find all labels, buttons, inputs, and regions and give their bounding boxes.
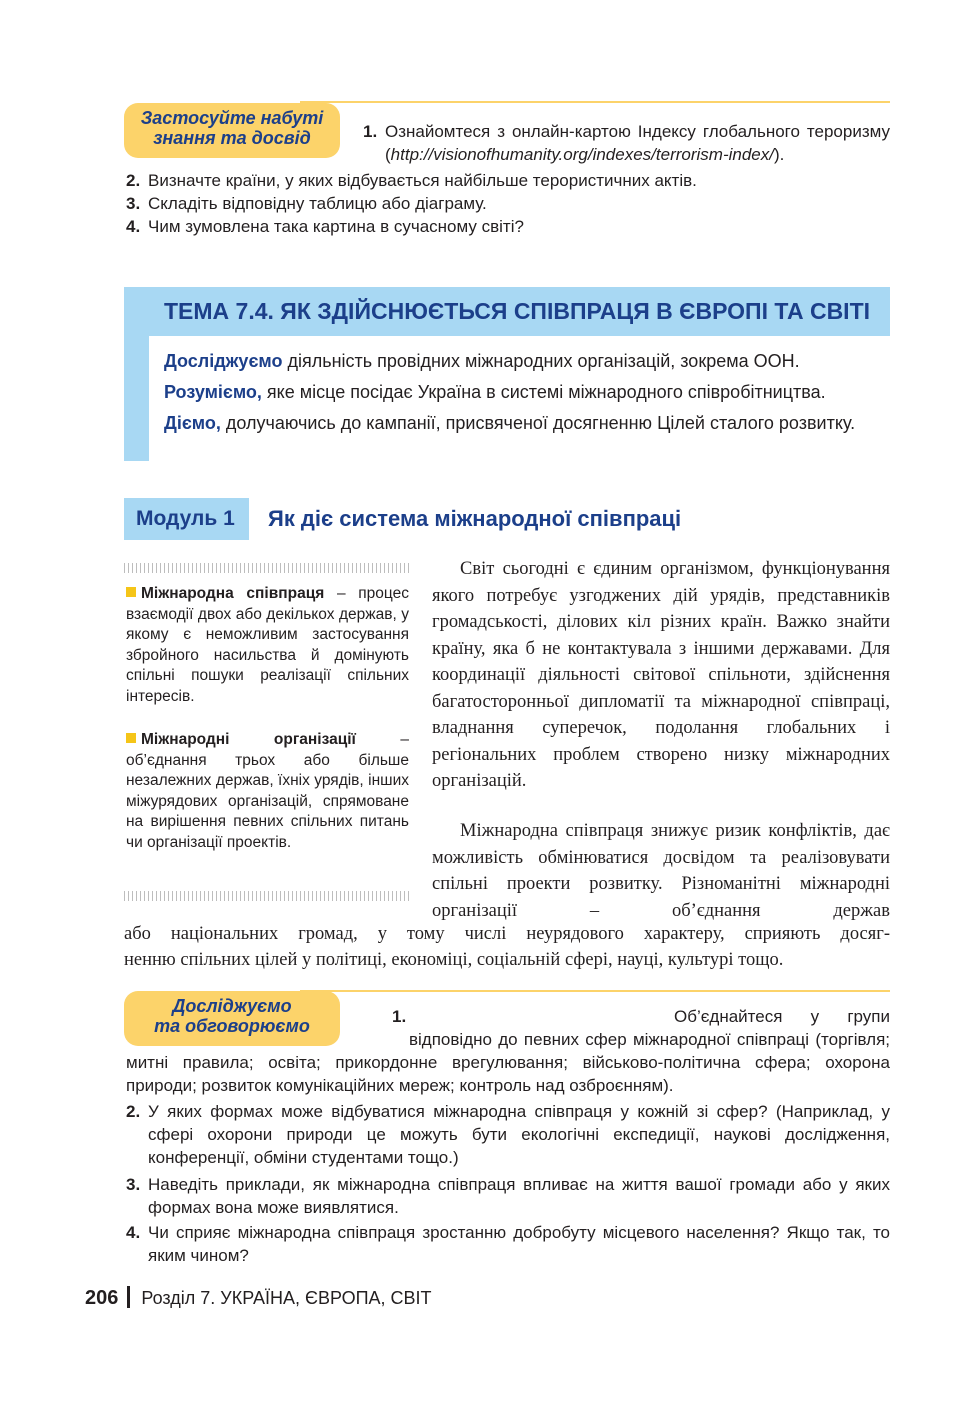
glossary-term: Міжнародна співпраця [141,585,325,602]
glossary-item-1 [126,584,409,707]
module-title: Як діє система міжнародної співпраці [268,506,682,531]
body-paragraph-2-line: або національних громад, у тому числі неурядового характеру, сприяють досяг- [124,924,890,944]
discuss-item-num: 4. [126,1223,141,1242]
goal-lead: Досліджуємо [164,351,283,371]
apply-item-text: Чим зумовлена така картина в сучасному світі? [148,217,524,236]
discuss-item-4 [126,1221,890,1267]
apply-item-text: Ознайомтеся з онлайн-картою Індексу глобального тероризму ( [385,122,890,164]
apply-item-text: Складіть відповідну таблицю або діаграму. [148,194,487,213]
goal-text: діяльність провідних міжнародних організацій, зокрема ООН. [282,351,800,371]
footer-section: Розділ 7. УКРАЇНА, ЄВРОПА, СВІТ [141,1288,432,1308]
body-paragraph-2-line: ненню спільних цілей у політиці, економіці, соціальній сфері, науці, культурі тощо. [124,950,784,970]
module-badge [124,498,249,540]
discuss-item-text: Чи сприяє міжнародна співпраця зростанню добробуту місцевого населення? Якщо так, то яким чином? [148,1223,890,1265]
discuss-badge-line2: та обговорюємо [154,1016,310,1036]
apply-item-num: 4. [126,217,141,236]
apply-item-after: ). [773,145,785,164]
discuss-item-num: 1. [392,1007,407,1026]
apply-item-num: 1. [363,122,378,141]
square-bullet-icon [126,733,136,743]
topic-sidebar [124,336,149,461]
square-bullet-icon [126,587,136,597]
glossary-term: Міжнародні організації [141,731,356,748]
discuss-item-text: Об’єднайтеся у групи відповідно до певних сфер міжнародної співпраці (торгівля; митні правила; освіта; прикордонне врегулювання; військово-політична сфера; охорона природи; розвиток комунікаційних мереж; контроль над озброєнням). [126,1007,890,1095]
page-number: 206 [85,1287,119,1309]
apply-item-text: Визначте країни, у яких відбувається найбільше терористичних актів. [148,171,697,190]
module-label: Модуль 1 [136,507,235,530]
glossary-definition: – процес взаємодії двох або декількох держав, у якому є неможливим застосування збройного насильства й домінують спільні пошуки реалізації спільних інтересів. [126,585,409,705]
goal-text: яке місце посідає Україна в системі міжнародного співробітництва. [261,382,826,402]
apply-item-1 [363,120,890,166]
topic-header [124,287,890,336]
discuss-rule [300,990,890,992]
discuss-item-text: У яких формах може відбуватися міжнародна співпраця у кожній зі сфер? (Наприклад, у сфері охорони природи це можуть бути екологічні експедиції, наукові дослідження, конференції, обміни студентами тощо.) [148,1102,890,1167]
discuss-item-2 [126,1100,890,1169]
page-footer [85,1286,432,1310]
topic-goals [164,348,890,436]
apply-item-num: 3. [126,194,141,213]
discuss-float-spacer [126,1005,409,1051]
body-paragraph-1: Світ сьогодні є єдиним організмом, функціонування якого потребує узгоджених дій урядів, представників громадськості, ділових кіл різних країн. Важко знайти країну, яка б не контактувала з іншими державами. Для координації діяльності світової спільноти, здійснення багатосторонньої дипломатії та міжнародної співпраці, владнання суперечок, подолання глобальних і регіональних проблем створено низку міжнародних організацій. [432,559,890,791]
apply-badge-line1: Застосуйте набуті [140,108,324,128]
discuss-item-3 [126,1173,890,1219]
apply-item-3 [126,192,890,215]
glossary-definition: – об’єднання трьох або більше незалежних держав, їхніх урядів, інших міжурядових організацій, спрямоване на вирішення певних спільних питань чи організації проектів. [126,731,409,851]
apply-item-link[interactable]: http://visionofhumanity.org/indexes/terrorism-index/ [390,145,774,164]
glossary-top-divider [124,563,410,573]
discuss-badge-line1: Досліджуємо [172,996,292,1016]
goal-item [164,379,890,405]
apply-item-4 [126,215,890,238]
glossary-item-2 [126,730,409,853]
discuss-item-num: 2. [126,1102,141,1121]
apply-item-num: 2. [126,171,141,190]
goal-text: долучаючись до кампанії, присвяченої досягненню Цілей сталого розвитку. [220,413,856,433]
footer-divider [127,1286,130,1308]
discuss-item-num: 3. [126,1175,141,1194]
discuss-item-1 [126,1005,890,1097]
apply-item-2 [126,169,890,192]
glossary-bottom-divider [124,891,410,901]
topic-title: ТЕМА 7.4. ЯК ЗДІЙСНЮЄТЬСЯ СПІВПРАЦЯ В ЄВРОПІ ТА СВІТІ [164,298,871,324]
goal-lead: Діємо, [164,413,221,433]
apply-badge-line2: знання та досвід [153,128,311,148]
goal-item [164,348,890,374]
goal-item [164,410,890,436]
apply-badge [124,103,340,158]
goal-lead: Розуміємо, [164,382,262,402]
apply-rule [300,101,890,103]
discuss-item-text: Наведіть приклади, як міжнародна співпраця впливає на життя вашої громади або у яких формах вона може виявлятися. [148,1175,890,1217]
body-paragraph-2: Міжнародна співпраця знижує ризик конфліктів, дає можливість обмінюватися досвідом та реалізовувати спільні проекти розвитку. Різноманітні міжнародні організації – об’єднання держав [432,821,890,921]
